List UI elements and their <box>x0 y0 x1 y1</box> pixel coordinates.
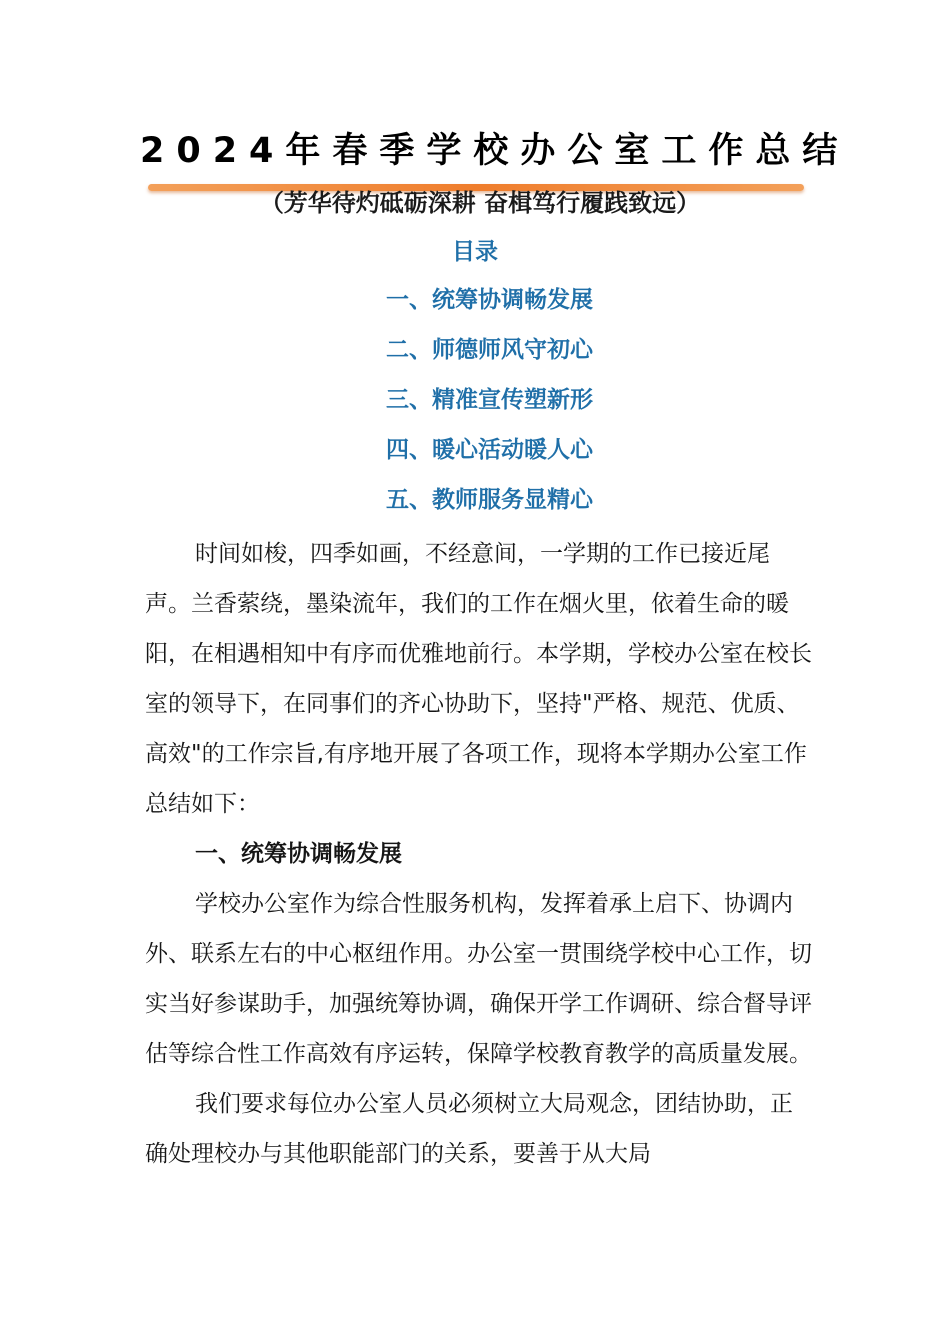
toc-item-4[interactable]: 四、暖心活动暖人心 <box>386 437 593 463</box>
toc-heading: 目录 <box>452 239 498 265</box>
table-of-contents <box>386 283 593 533</box>
document-title: 2024年春季学校办公室工作总结 <box>140 131 850 171</box>
document-subtitle: （芳华待灼砥砺深耕 奋楫笃行履践致远） <box>259 189 701 217</box>
section-heading-1: 一、统筹协调畅发展 <box>195 841 402 867</box>
section-1-paragraph-2: 我们要求每位办公室人员必须树立大局观念，团结协助，正确处理校办与其他职能部门的关系，要善于从大局 <box>145 1091 793 1167</box>
intro-paragraph: 时间如梭，四季如画，不经意间，一学期的工作已接近尾声。兰香萦绕，墨染流年，我们的工作在烟火里，依着生命的暖阳，在相遇相知中有序而优雅地前行。本学期，学校办公室在校长室的领导下，在同事们的齐心协助下，坚持"严格、规范、优质、高效"的工作宗旨,有序地开展了各项工作，现将本学期办公室工作总结如下： <box>145 541 812 817</box>
toc-item-2[interactable]: 二、师德师风守初心 <box>386 337 593 363</box>
toc-item-5[interactable]: 五、教师服务显精心 <box>386 487 593 513</box>
section-1-paragraph-1: 学校办公室作为综合性服务机构，发挥着承上启下、协调内外、联系左右的中心枢纽作用。办公室一贯围绕学校中心工作，切实当好参谋助手，加强统筹协调，确保开学工作调研、综合督导评估等综合性工作高效有序运转，保障学校教育教学的高质量发展。 <box>145 891 812 1067</box>
toc-item-3[interactable]: 三、精准宣传塑新形 <box>386 387 593 413</box>
document-body <box>145 529 815 1179</box>
toc-item-1[interactable]: 一、统筹协调畅发展 <box>386 287 593 313</box>
